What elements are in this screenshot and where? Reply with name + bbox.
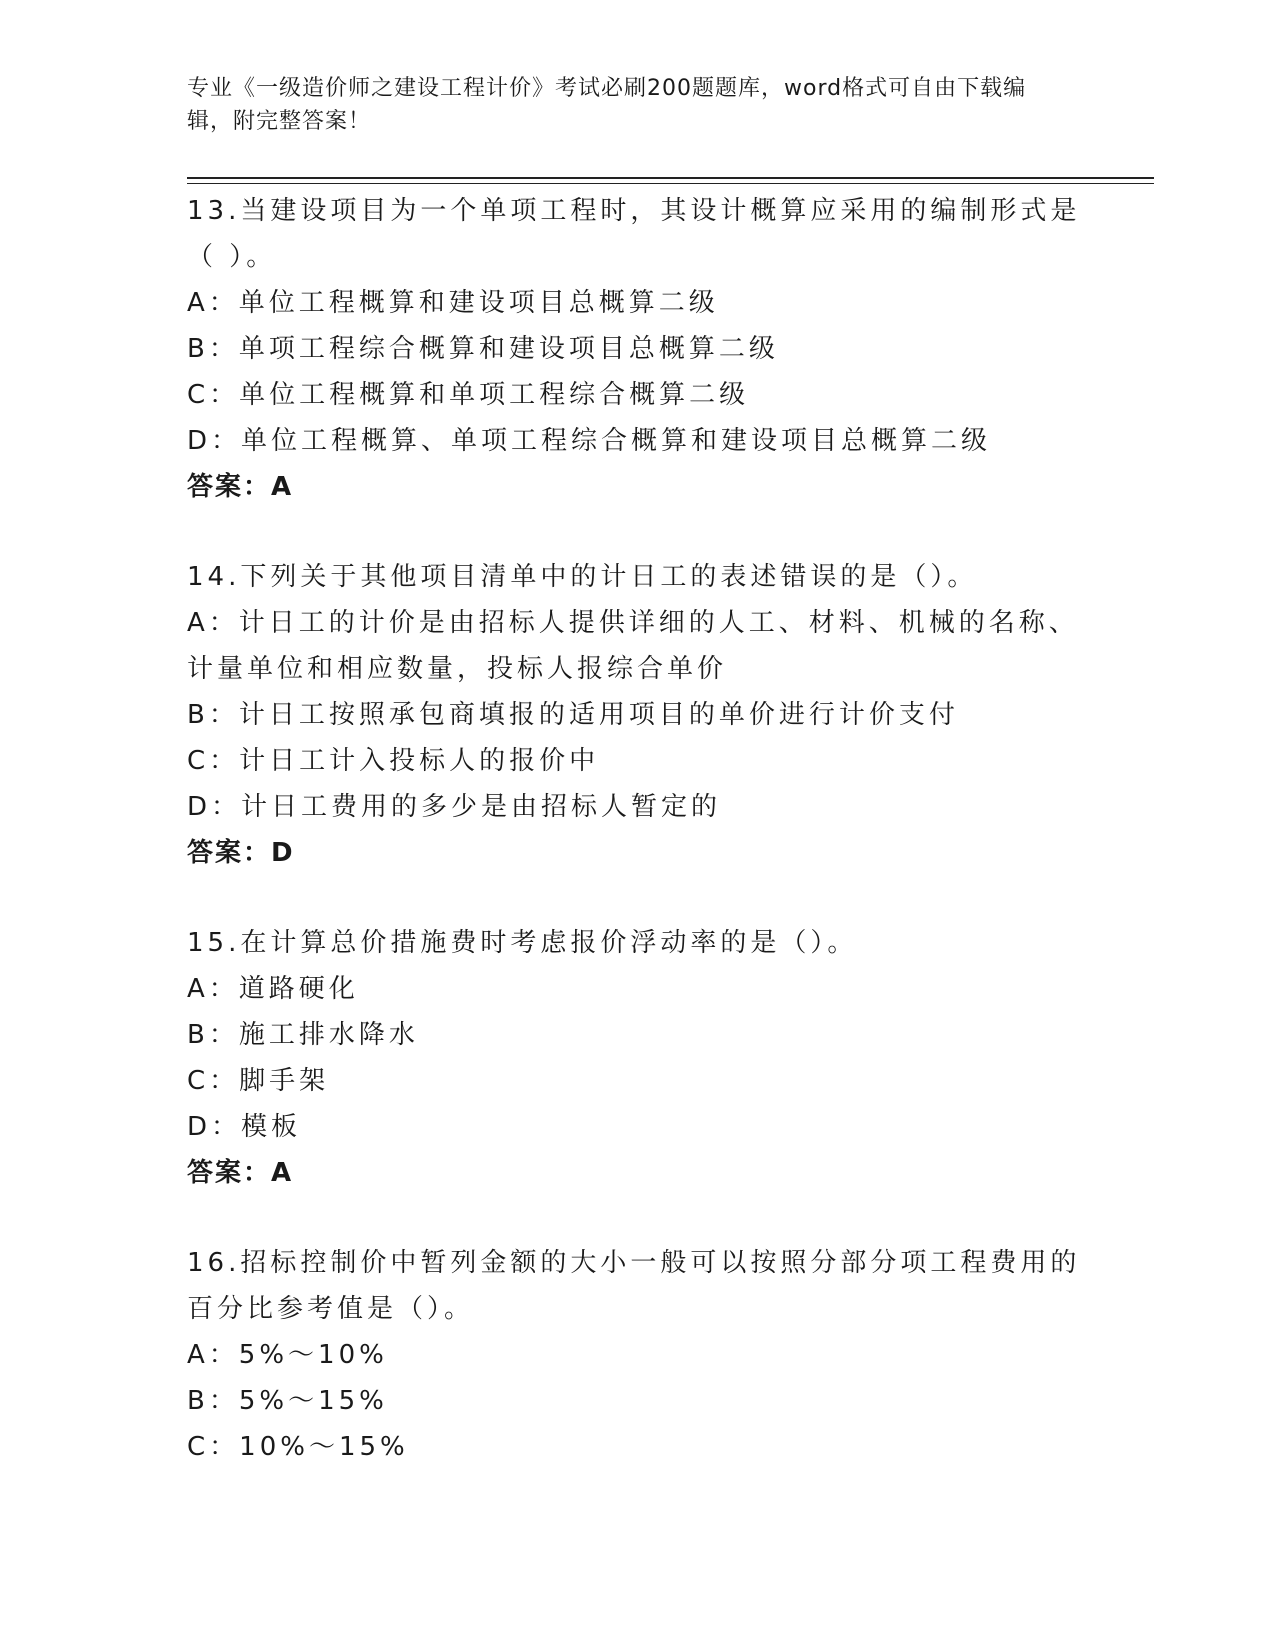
question-stem: 13.当建设项目为一个单项工程时，其设计概算应采用的编制形式是（ ）。 <box>187 196 1081 272</box>
question-16 <box>187 1240 1087 1470</box>
option-c: C：脚手架 <box>187 1066 330 1096</box>
question-stem: 14.下列关于其他项目清单中的计日工的表述错误的是（）。 <box>187 562 978 592</box>
option-a: A：道路硬化 <box>187 974 359 1004</box>
option-c: C：单位工程概算和单项工程综合概算二级 <box>187 380 750 410</box>
option-a: A：单位工程概算和建设项目总概算二级 <box>187 288 719 318</box>
header-divider-thin <box>187 183 1154 184</box>
question-15 <box>187 920 1087 1196</box>
option-a: A：5%～10% <box>187 1340 388 1370</box>
option-b: B：单项工程综合概算和建设项目总概算二级 <box>187 334 779 364</box>
document-header: 专业《一级造价师之建设工程计价》考试必刷200题题库，word格式可自由下载编辑，附完整答案！ <box>187 76 1027 134</box>
option-c: C：计日工计入投标人的报价中 <box>187 746 600 776</box>
option-d: D：计日工费用的多少是由招标人暂定的 <box>187 792 722 822</box>
answer-line: 答案：A <box>187 1158 294 1188</box>
question-spacer <box>187 1196 1087 1240</box>
question-13 <box>187 188 1087 510</box>
question-14 <box>187 554 1087 876</box>
answer-line: 答案：D <box>187 838 295 868</box>
question-stem: 16.招标控制价中暂列金额的大小一般可以按照分部分项工程费用的百分比参考值是（）。 <box>187 1248 1081 1324</box>
option-d: D：单位工程概算、单项工程综合概算和建设项目总概算二级 <box>187 426 992 456</box>
option-a: A：计日工的计价是由招标人提供详细的人工、材料、机械的名称、计量单位和相应数量，投标人报综合单价 <box>187 608 1079 684</box>
question-stem: 15.在计算总价措施费时考虑报价浮动率的是（）。 <box>187 928 858 958</box>
question-spacer <box>187 876 1087 920</box>
answer-line: 答案：A <box>187 472 294 502</box>
option-d: D：模板 <box>187 1112 302 1142</box>
option-b: B：计日工按照承包商填报的适用项目的单价进行计价支付 <box>187 700 959 730</box>
question-spacer <box>187 510 1087 554</box>
header-divider-thick <box>187 177 1154 179</box>
option-b: B：施工排水降水 <box>187 1020 419 1050</box>
question-list <box>187 188 1087 1470</box>
option-c: C：10%～15% <box>187 1432 409 1462</box>
option-b: B：5%～15% <box>187 1386 388 1416</box>
